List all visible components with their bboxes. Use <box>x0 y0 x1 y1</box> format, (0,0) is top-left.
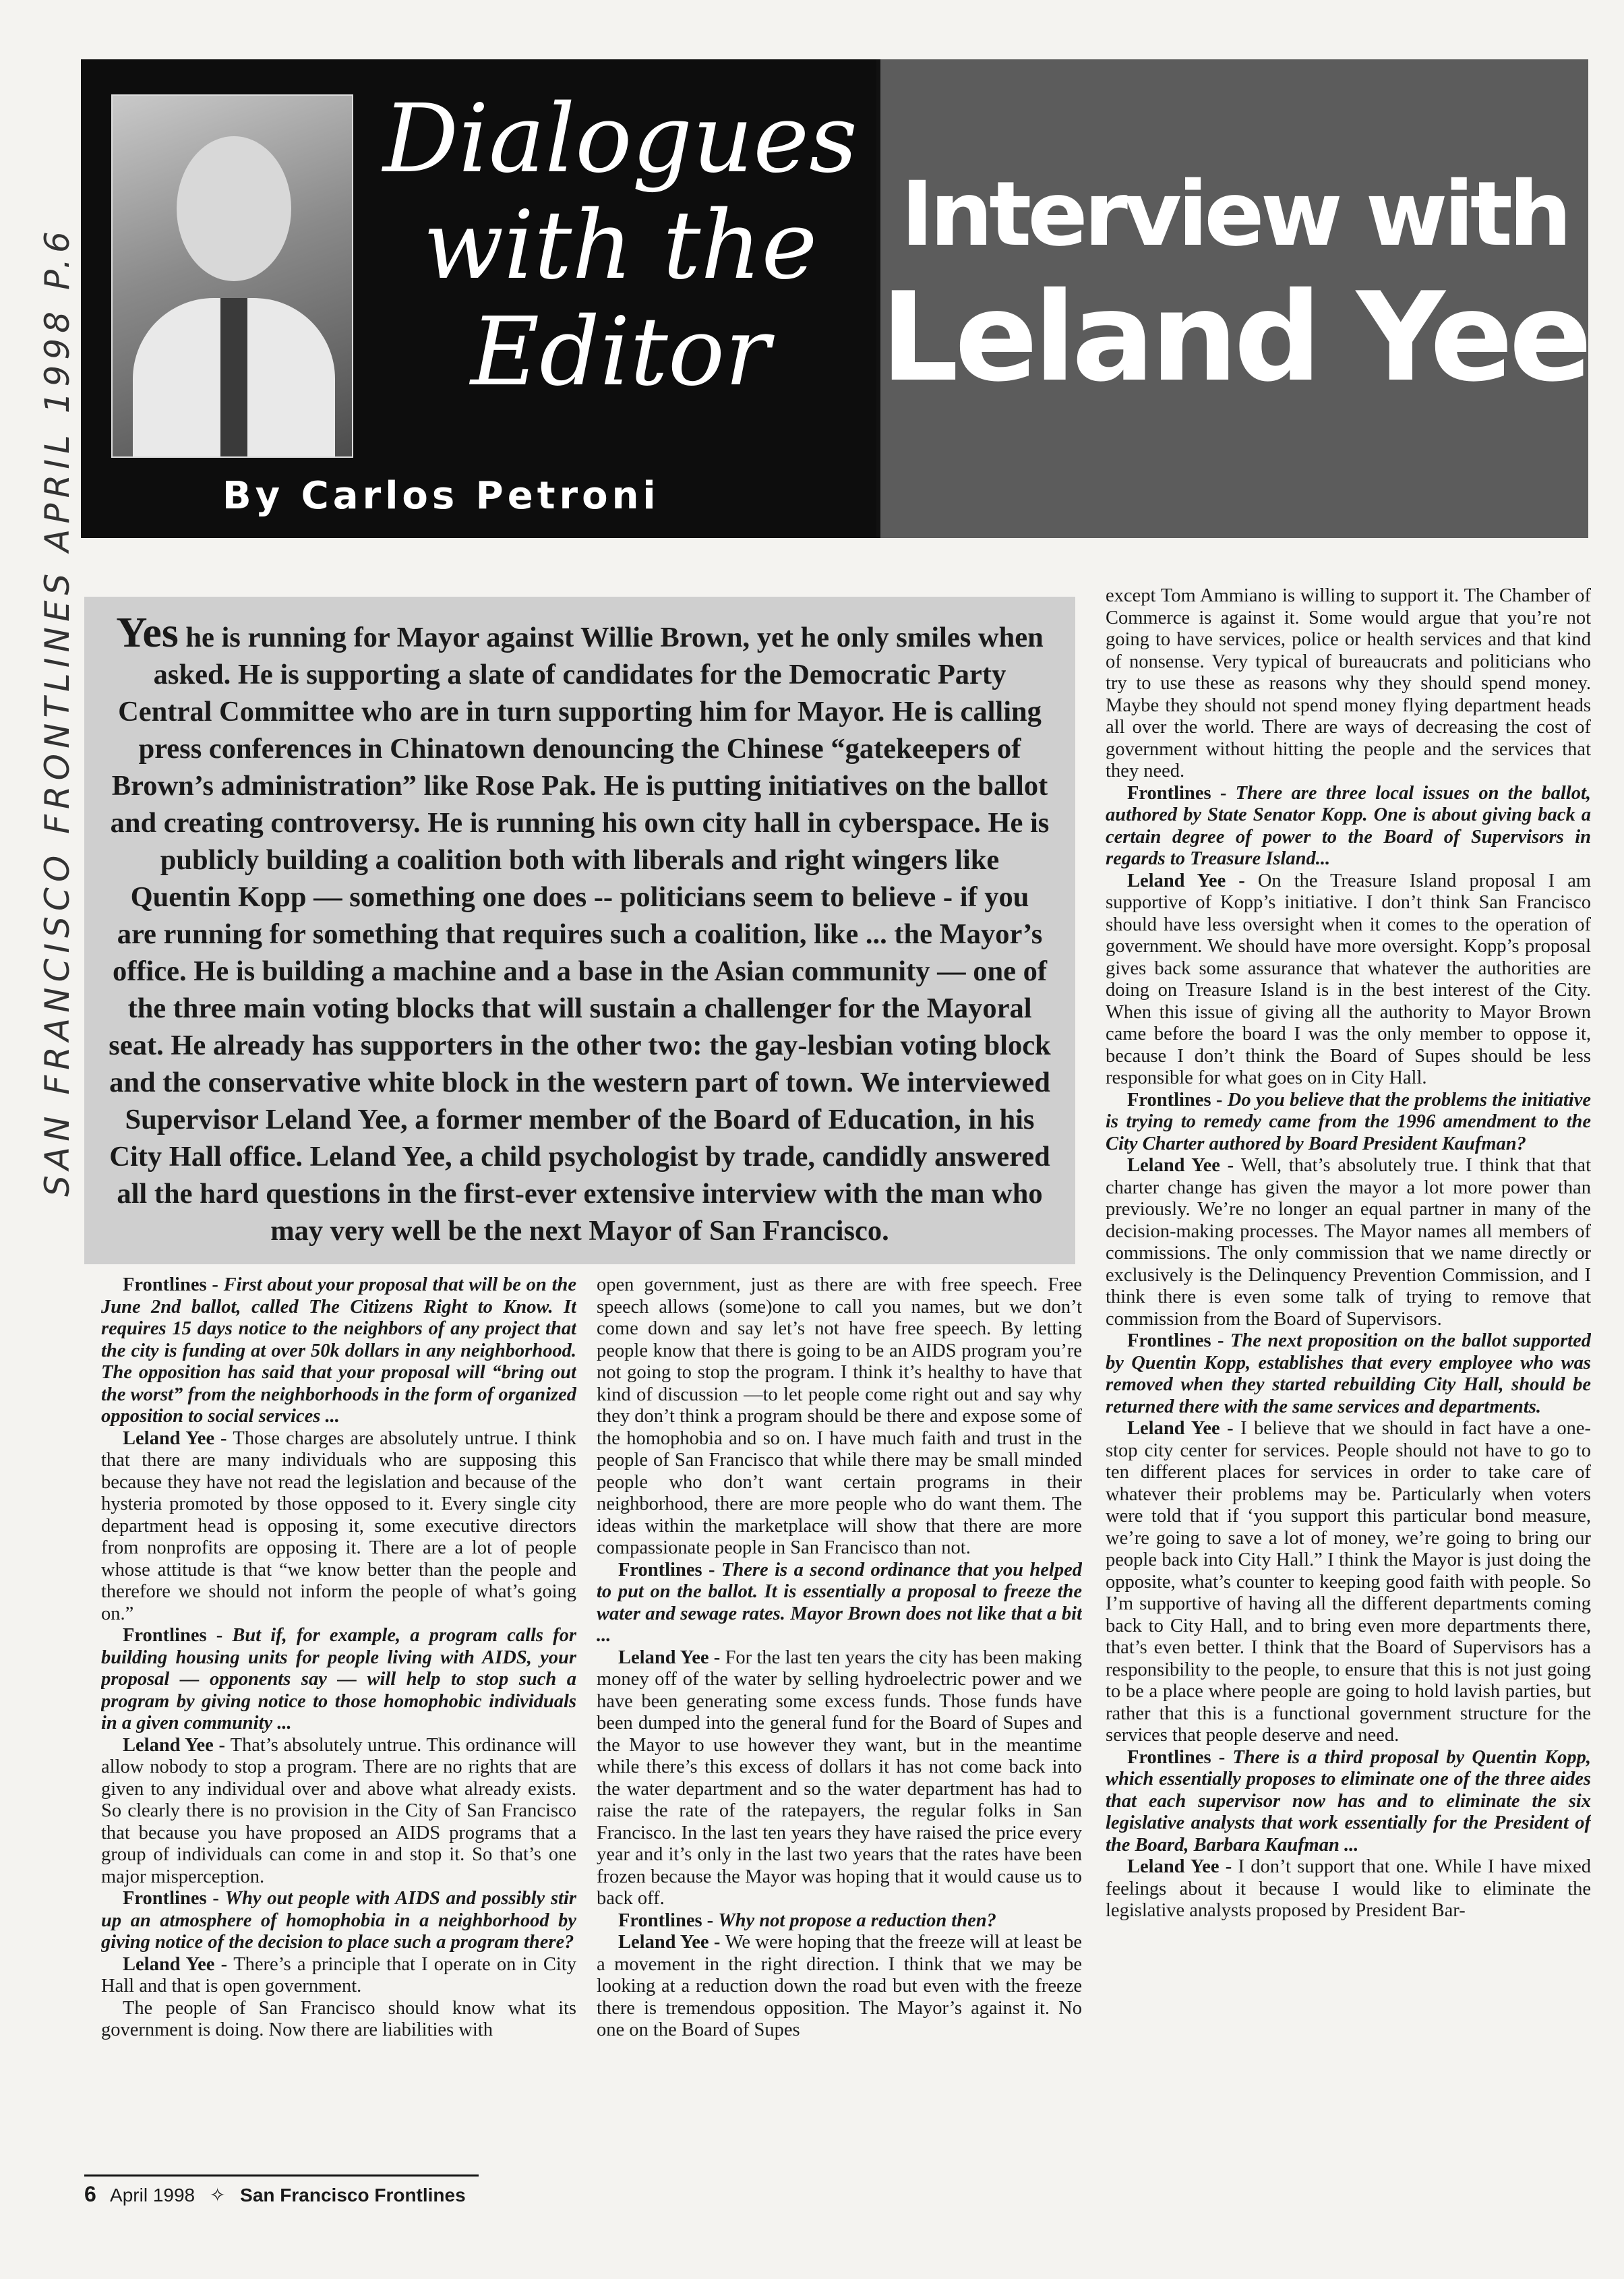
speaker-label: Frontlines - <box>1127 782 1236 804</box>
article-paragraph <box>101 1625 576 1735</box>
intro-text: he is running for Mayor against Willie Brown, yet he only smiles when asked. He is supporting a slate of candidates for the Democratic Party Central Committee who are in turn supporting him for Mayor. He is calling press conferences in Chinatown denouncing the Chinese “gatekeepers of Brown’s administration” like Rose Pak. He is putting initiatives on the ballot and creating controversy. He is running his own city hall in cyberspace. He is publicly building a coalition both with liberals and right wingers like Quentin Kopp — something one does -- politicians seem to believe - if you are running for something that requires such a coalition, like ... the Mayor’s office. He is building a machine and a base in the Asian community — one of the three main voting blocks that will sustain a challenger for the Mayoral seat. He already has supporters in the other two: the gay-lesbian voting block and the conservative white block in the western part of town. We interviewed Supervisor Leland Yee, a former member of the Board of Education, in his City Hall office. Leland Yee, a child psychologist by trade, candidly answered all the hard questions in the first-ever extensive interview with the man who may very well be the next Mayor of San Francisco. <box>109 622 1051 1247</box>
answer-text: The people of San Francisco should know what its government is doing. Now there are liabilities with <box>101 1997 576 2040</box>
article-paragraph <box>101 1888 576 1954</box>
intro-box <box>84 597 1075 1264</box>
speaker-label: Frontlines - <box>123 1625 233 1646</box>
headline-line-2: Leland Yee <box>880 266 1588 409</box>
article-paragraph <box>1106 1856 1591 1922</box>
speaker-label: Frontlines - <box>618 1910 719 1931</box>
headline-line-1: Interview with <box>901 162 1568 266</box>
speaker-label: Frontlines - <box>123 1888 225 1909</box>
article-paragraph <box>1106 1155 1591 1330</box>
issue-date: April 1998 <box>110 2185 196 2206</box>
speaker-label: Leland Yee - <box>123 1734 231 1756</box>
header-headline-panel <box>876 59 1588 538</box>
answer-text: Those charges are absolutely untrue. I think that there are many individuals who are supposing this because they have not read the legislation and because of the hysteria promoted by those opposed to it. Every single city department head is opposing it, some executive directors from nonprofits are opposing it. There are a lot of people whose attitude is that “we know better than the people and therefore we should not inform the people of what’s going on.” <box>101 1427 576 1624</box>
speaker-label: Frontlines - <box>1127 1089 1228 1111</box>
intro-paragraph <box>108 608 1052 1249</box>
question-text: Why not propose a reduction then? <box>718 1910 996 1931</box>
article-paragraph <box>597 1647 1082 1910</box>
page-footer <box>84 2174 479 2209</box>
speaker-label: Leland Yee - <box>618 1647 725 1668</box>
answer-text: That’s absolutely untrue. This ordinance will allow nobody to stop a program. There are no rights that are given to any individual over and above what already exists. So clearly there is no provision in the City of San Francisco that because you have proposed an AIDS programs that a group of individuals can come in and stop it. So that’s one major misperception. <box>101 1734 576 1887</box>
answer-text: open government, just as there are with free speech. Free speech allows (some)one to call you names, but we don’t come down and say let’s not have free speech. By letting people know that there is going to be an AIDS program you’re not going to stop the program. I think it’s healthy to have that kind of discussion —to let people come right out and say why they don’t think a program should be there and expose some of the homophobia and so on. I have much faith and trust in the people of San Francisco that while there may be small minded people who don’t want certain programs in their neighborhood, there are more people who do want them. The ideas within the marketplace will show that there are more compassionate people in San Francisco than not. <box>597 1274 1082 1558</box>
speaker-label: Leland Yee - <box>1127 1418 1241 1439</box>
article-paragraph <box>597 1560 1082 1647</box>
handwritten-margin-note <box>27 223 88 1200</box>
answer-text: There’s a principle that I operate on in City Hall and that is open government. <box>101 1953 576 1996</box>
article-paragraph <box>101 1954 576 1998</box>
header-editor-panel <box>81 59 876 538</box>
article-paragraph <box>1106 870 1591 1090</box>
answer-text: Well, that’s absolutely true. I think that that charter change has given the mayor a lot more power than previously. We’re no longer an equal partner in many of the decision-making processes. The Mayor names all members of commissions. The only commission that we name directly or exclusively is the Delinquency Prevention Commission, and I think there is even some talk of trying to remove that commission from the Board of Supervisors. <box>1106 1155 1591 1330</box>
margin-note-text: SAN FRANCISCO FRONTLINES APRIL 1998 P.6 <box>38 226 78 1197</box>
speaker-label: Leland Yee - <box>1127 870 1258 891</box>
answer-text: I believe that we should in fact have a one-stop city center for services. People should not have to go to ten different places for services in order to take care of whatever their problems may be. Particularly when voters were told that if ‘you support this particular bond measure, we’re going to save a lot of money, we’re going to bring our people back into City Hall.” I think the Mayor is just doing the opposite, what’s counter to keeping good faith with people. So I’m supportive of having all the different departments coming back to City Hall, and to bring even more departments there, that’s even better. I think that the Board of Supervisors has a responsibility to the people, to ensure that this is not just going to be a place where people are going to hold lavish parties, but rather that this is a functional government structure for the services that people deserve and need. <box>1106 1418 1591 1746</box>
article-paragraph <box>1106 585 1591 783</box>
article-column-3 <box>1106 585 1591 2170</box>
article-paragraph <box>1106 1330 1591 1418</box>
column-title-line-3: Editor <box>470 297 771 407</box>
speaker-label: Frontlines - <box>1127 1330 1230 1351</box>
speaker-label: Leland Yee - <box>123 1953 234 1975</box>
question-text: Why out people with AIDS and possibly stir up an atmosphere of homophobia in a neighborhood by giving notice of the decision to place such a program there? <box>101 1888 576 1953</box>
question-text: There is a second ordinance that you helped to put on the ballot. It is essentially a proposal to freeze the water and sewage rates. Mayor Brown does not like that a bit ... <box>597 1559 1082 1646</box>
article-paragraph <box>101 1998 576 2042</box>
answer-text: On the Treasure Island proposal I am supportive of Kopp’s initiative. I don’t think San Francisco should have less oversight when it comes to the operation of government. We should have more oversight. Kopp’s proposal gives back some assurance that whatever the authorities are doing on Treasure Island is in the best interest of the City. When this issue of giving all the authority to Mayor Brown came before the board I was the only member to oppose it, because I don’t think the Board of Supes should be less responsible for what goes on in City Hall. <box>1106 870 1591 1088</box>
article-paragraph <box>597 1910 1082 1932</box>
article-paragraph <box>101 1428 576 1626</box>
headline <box>880 160 1588 407</box>
column-title <box>371 86 870 406</box>
answer-text: For the last ten years the city has been making money off of the water by selling hydroelectric power and we have been generating some excess funds. Those funds have been dumped into the general fund for the Board of Supes and the Mayor to use however they want, but in the meantime while there’s this excess of dollars it has not come back into the water department and so the water department has had to raise the rate of the ratepayers, the regular folks in San Francisco. In the last ten years they have raised the price every year and it’s only in the last two years that the rates have been frozen because the Mayor was hoping that it would cause us to back off. <box>597 1647 1082 1909</box>
question-text: First about your proposal that will be on the June 2nd ballot, called The Citizens Right to Know. It requires 15 days notice to the neighbors of any project that the city is funding at over 50k dollars in any neighborhood. The opposition has said that your proposal will “bring out the worst” from the neighborhoods in the form of organized opposition to social services ... <box>101 1274 576 1427</box>
speaker-label: Leland Yee - <box>1127 1856 1238 1877</box>
page-number: 6 <box>84 2182 96 2206</box>
publication-name: San Francisco Frontlines <box>240 2185 466 2206</box>
intro-lead-word: Yes <box>116 608 179 656</box>
article-paragraph <box>1106 1090 1591 1156</box>
article-column-2 <box>597 1274 1082 2168</box>
article-paragraph <box>597 1274 1082 1560</box>
article-paragraph <box>1106 1418 1591 1747</box>
article-paragraph <box>101 1274 576 1428</box>
question-text: But if, for example, a program calls for building housing units for people living with AIDS, your proposal — opponents say — will help to stop such a program by giving notice to those homophobic individuals in a given community ... <box>101 1625 576 1734</box>
speaker-label: Leland Yee - <box>123 1427 233 1449</box>
article-column-1 <box>101 1274 576 2168</box>
speaker-label: Leland Yee - <box>618 1932 725 1953</box>
editor-portrait-photo <box>111 94 353 458</box>
column-title-line-2: with the <box>423 191 818 301</box>
question-text: The next proposition on the ballot supported by Quentin Kopp, establishes that every employee who was removed when they started rebuilding City Hall, should be returned there with the same services and departments. <box>1106 1330 1591 1417</box>
question-text: There are three local issues on the ballot, authored by State Senator Kopp. One is about giving back a certain degree of power to the Board of Supervisors in regards to Treasure Island... <box>1106 782 1591 869</box>
answer-text: We were hoping that the freeze will at least be a movement in the right direction. I think that we may be looking at a reduction down the road but even with the freeze there is tremendous opposition. The Mayor’s against it. No one on the Board of Supes <box>597 1932 1082 2040</box>
article-paragraph <box>1106 783 1591 870</box>
separator-icon: ✧ <box>209 2185 226 2206</box>
column-title-line-1: Dialogues <box>382 84 858 194</box>
article-paragraph <box>1106 1747 1591 1857</box>
answer-text: except Tom Ammiano is willing to support it. The Chamber of Commerce is against it. Some would argue that you’re not going to have services, police or health services and that kind of nonsense. Very typical of bureaucrats and politicians who try to use these as reasons why they should spend money. Maybe they should not spend money flying department heads all over the world. There are ways of decreasing the cost of government without hitting the people and the services that they need. <box>1106 585 1591 781</box>
question-text: There is a third proposal by Quentin Kopp, which essentially proposes to eliminate one of the three aides that each supervisor now has and to eliminate the six legislative analysts that work essentially for the President of the Board, Barbara Kaufman ... <box>1106 1746 1591 1856</box>
article-paragraph <box>101 1735 576 1889</box>
answer-text: I don’t support that one. While I have mixed feelings about it because I would like to eliminate the legislative analysts proposed by President Bar- <box>1106 1856 1591 1921</box>
article-paragraph <box>597 1932 1082 2042</box>
speaker-label: Frontlines - <box>123 1274 224 1295</box>
speaker-label: Leland Yee - <box>1127 1155 1241 1176</box>
question-text: Do you believe that the problems the initiative is trying to remedy came from the 1996 amendment to the City Charter authored by Board President Kaufman? <box>1106 1089 1591 1154</box>
speaker-label: Frontlines - <box>1127 1746 1233 1768</box>
speaker-label: Frontlines - <box>618 1559 722 1580</box>
byline: By Carlos Petroni <box>222 474 660 518</box>
